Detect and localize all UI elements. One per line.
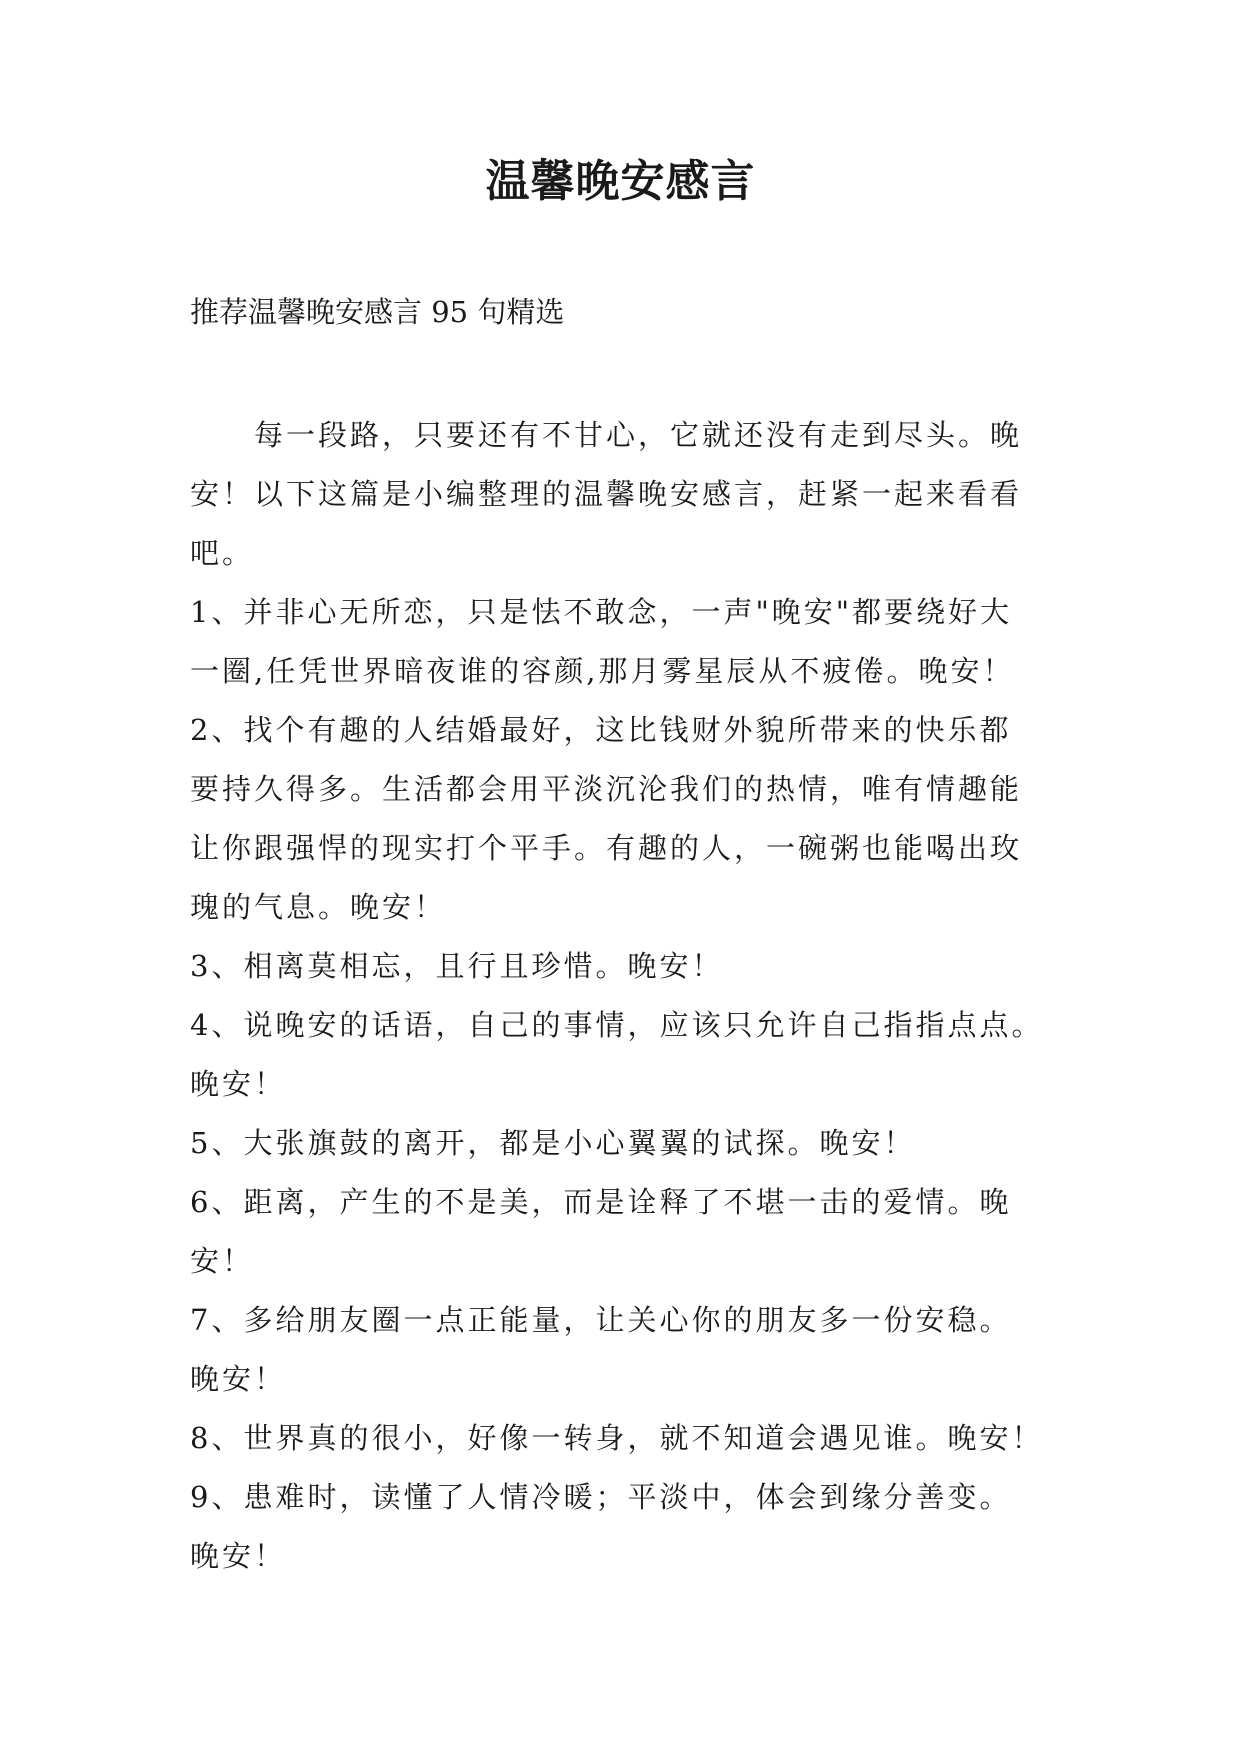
body-line: 吧。 xyxy=(190,536,255,570)
body-line: 晚安！ xyxy=(190,1539,287,1573)
body-line: 让你跟强悍的现实打个平手。有趣的人，一碗粥也能喝出玫 xyxy=(190,831,1023,865)
document-body xyxy=(190,406,1080,1586)
body-line: 6、距离，产生的不是美，而是诠释了不堪一击的爱情。晚 xyxy=(190,1185,1012,1219)
body-line: 8、世界真的很小，好像一转身，就不知道会遇见谁。晚安！ xyxy=(190,1421,1044,1455)
body-line: 1、并非心无所恋，只是怯不敢念，一声"晚安"都要绕好大 xyxy=(190,595,1013,629)
body-line: 5、大张旗鼓的离开，都是小心翼翼的试探。晚安！ xyxy=(190,1126,916,1160)
body-line: 7、多给朋友圈一点正能量，让关心你的朋友多一份安稳。 xyxy=(190,1303,1012,1337)
body-line: 一圈,任凭世界暗夜谁的容颜,那月雾星辰从不疲倦。晚安！ xyxy=(190,654,1015,688)
body-line: 要持久得多。生活都会用平淡沉沦我们的热情，唯有情趣能 xyxy=(190,772,1023,806)
body-line: 4、说晚安的话语，自己的事情，应该只允许自己指指点点。 xyxy=(190,1008,1044,1042)
document-title: 温馨晚安感言 xyxy=(485,156,756,207)
body-line: 每一段路，只要还有不甘心，它就还没有走到尽头。晚 xyxy=(190,418,1023,452)
body-line: 安！以下这篇是小编整理的温馨晚安感言，赶紧一起来看看 xyxy=(190,477,1023,511)
body-line: 安！ xyxy=(190,1244,255,1278)
body-line: 9、患难时，读懂了人情冷暖；平淡中，体会到缘分善变。 xyxy=(190,1480,1012,1514)
body-line: 瑰的气息。晚安！ xyxy=(190,890,447,924)
body-line: 晚安！ xyxy=(190,1067,287,1101)
body-line: 3、相离莫相忘，且行且珍惜。晚安！ xyxy=(190,949,724,983)
body-line: 晚安！ xyxy=(190,1362,287,1396)
body-line: 2、找个有趣的人结婚最好，这比钱财外貌所带来的快乐都 xyxy=(190,713,1012,747)
document-subtitle: 推荐温馨晚安感言 95 句精选 xyxy=(190,295,565,329)
